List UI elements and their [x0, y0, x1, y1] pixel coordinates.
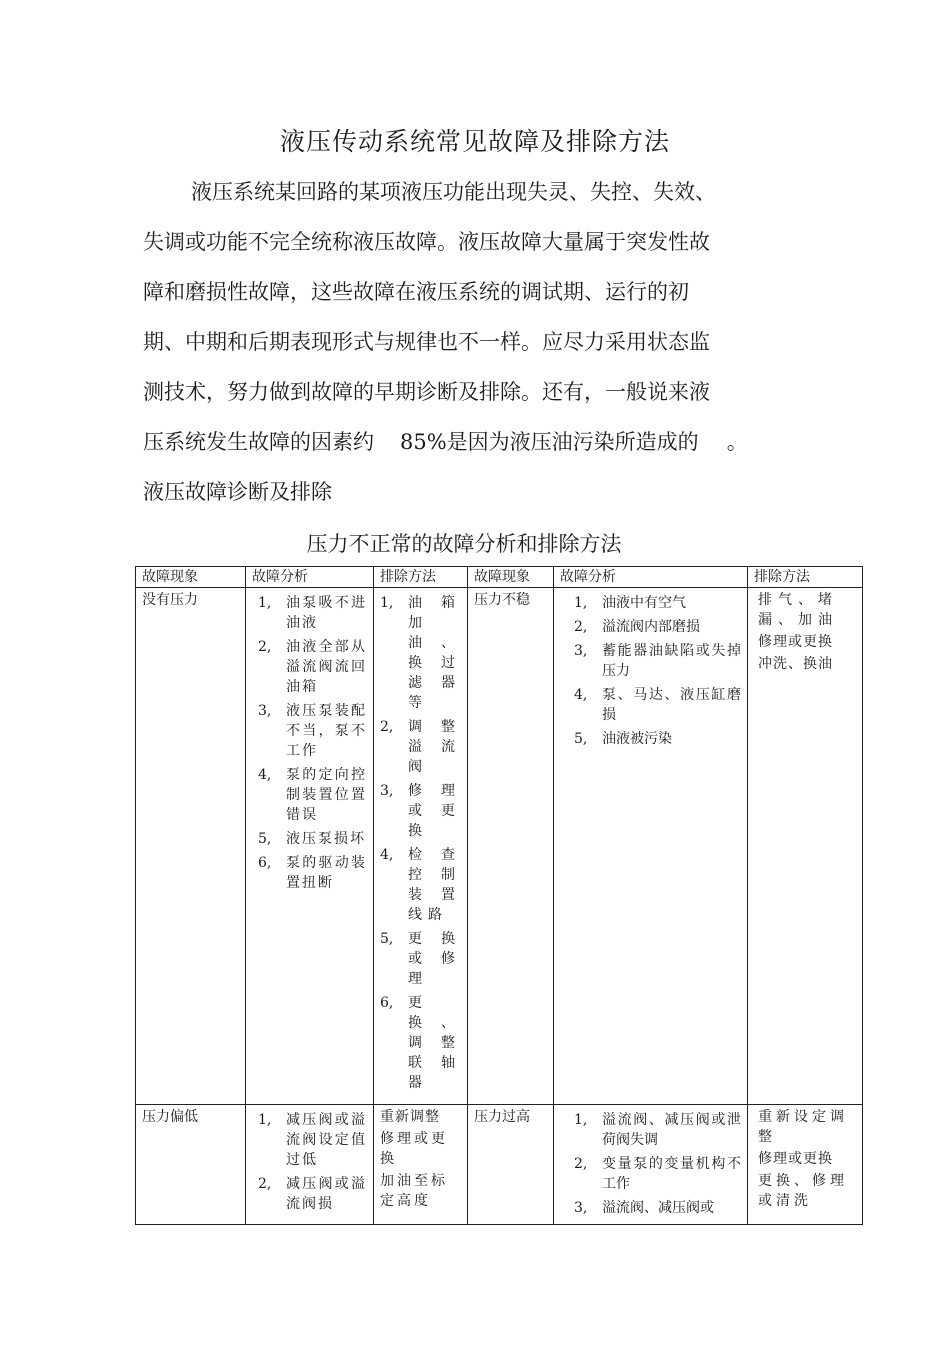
item-number: 1,	[258, 1112, 272, 1128]
header-cell: 排除方法	[748, 567, 863, 588]
analysis-list	[574, 1110, 741, 1218]
section-heading: 液压故障诊断及排除	[143, 480, 332, 504]
list-item	[380, 845, 461, 925]
symptom-cell: 没有压力	[136, 588, 246, 1105]
fix-cell	[374, 1105, 468, 1225]
fix-cell	[748, 1105, 863, 1225]
analysis-cell	[246, 1105, 374, 1225]
list-item	[380, 781, 461, 841]
fix-text: 重新设定调整	[758, 1109, 848, 1145]
symptom-cell: 压力偏低	[136, 1105, 246, 1225]
list-item	[574, 1198, 741, 1218]
table-header-row	[136, 567, 863, 588]
item-text: 减压阀或溢流阀损	[286, 1176, 367, 1212]
fix-text: 加油至标定高度	[380, 1173, 448, 1209]
item-number: 2,	[258, 639, 272, 655]
intro-text-c: 。	[726, 430, 748, 454]
intro-line: 期、中期和后期表现形式与规律也不一样。应尽力采用状态监	[143, 330, 710, 354]
analysis-cell	[246, 588, 374, 1105]
item-number: 5,	[380, 931, 394, 947]
item-text: 变量泵的变量机构不工作	[602, 1156, 741, 1192]
table-row	[136, 1105, 863, 1225]
fix-cell	[748, 588, 863, 1105]
header-cell: 故障现象	[468, 567, 554, 588]
list-item	[380, 929, 461, 989]
item-number: 6,	[258, 855, 272, 871]
item-text: 溢流阀内部磨损	[602, 619, 700, 635]
item-number: 4,	[258, 767, 272, 783]
fix-list	[380, 593, 461, 1093]
item-text: 液压泵损坏	[286, 831, 366, 847]
item-text: 泵、马达、液压缸磨损	[602, 687, 741, 723]
fix-text: 修理或更换	[758, 634, 833, 650]
fix-text: 排气、堵漏、加油	[758, 592, 838, 628]
item-text: 更换、调整联轴器	[408, 995, 461, 1091]
list-item	[258, 1174, 367, 1214]
item-number: 1,	[380, 595, 394, 611]
list-item	[574, 685, 741, 725]
item-text: 溢流阀、减压阀或	[602, 1200, 714, 1216]
item-text: 检查控制装置线路	[408, 847, 461, 923]
item-text: 油泵吸不进油液	[286, 595, 367, 631]
item-text: 泵的定向控制装置位置错误	[286, 767, 367, 823]
intro-line: 失调或功能不完全统称液压故障。液压故障大量属于突发性故	[143, 230, 710, 254]
list-item	[574, 1110, 741, 1150]
fix-text: 冲洗、换油	[758, 656, 833, 672]
item-text: 油液全部从溢流阀流回油箱	[286, 639, 367, 695]
item-number: 4,	[574, 687, 588, 703]
item-text: 修理或更换	[408, 783, 461, 839]
item-text: 泵的驱动装置扭断	[286, 855, 367, 891]
intro-line-last	[143, 417, 783, 467]
list-item	[574, 729, 741, 749]
item-number: 1,	[258, 595, 272, 611]
item-number: 3,	[380, 783, 394, 799]
fix-text: 修理或更换	[380, 1131, 448, 1167]
list-item	[258, 593, 367, 633]
fix-cell	[374, 588, 468, 1105]
intro-text-a: 压系统发生故障的因素约	[143, 430, 374, 454]
intro-text-b: 85%是因为液压油污染所造成的	[400, 430, 699, 454]
intro-paragraph	[143, 167, 783, 517]
analysis-list	[574, 593, 741, 749]
header-cell: 故障分析	[246, 567, 374, 588]
page-title: 液压传动系统常见故障及排除方法	[279, 127, 670, 156]
analysis-cell	[554, 588, 748, 1105]
item-text: 油液被污染	[602, 731, 672, 747]
table-title: 压力不正常的故障分析和排除方法	[306, 532, 622, 556]
item-text: 油箱加油、换过滤器等	[408, 595, 461, 711]
list-item	[574, 593, 741, 613]
item-number: 3,	[574, 643, 588, 659]
fault-table	[135, 566, 863, 1225]
symptom-cell: 压力过高	[468, 1105, 554, 1225]
fix-text: 修理或更换	[758, 1151, 833, 1167]
item-number: 1,	[574, 595, 588, 611]
item-text: 液压泵装配不当，泵不工作	[286, 703, 367, 759]
item-number: 2,	[380, 719, 394, 735]
item-text: 调整溢流阀	[408, 719, 461, 775]
list-item	[258, 765, 367, 825]
item-number: 3,	[574, 1200, 588, 1216]
analysis-list	[258, 593, 367, 893]
item-text: 更换或修理	[408, 931, 461, 987]
list-item	[574, 617, 741, 637]
item-number: 4,	[380, 847, 394, 863]
intro-line: 障和磨损性故障，这些故障在液压系统的调试期、运行的初	[143, 280, 689, 304]
item-number: 2,	[574, 619, 588, 635]
item-text: 油液中有空气	[602, 595, 686, 611]
item-number: 2,	[258, 1176, 272, 1192]
item-number: 5,	[258, 831, 272, 847]
item-text: 减压阀或溢流阀设定值过低	[286, 1112, 367, 1168]
list-item	[258, 701, 367, 761]
list-item	[258, 1110, 367, 1170]
list-item	[574, 641, 741, 681]
header-cell: 排除方法	[374, 567, 468, 588]
item-number: 6,	[380, 995, 394, 1011]
fix-text: 更换、修理或清洗	[758, 1173, 848, 1209]
intro-line: 测技术，努力做到故障的早期诊断及排除。还有，一般说来液	[143, 380, 710, 404]
item-number: 5,	[574, 731, 588, 747]
item-number: 3,	[258, 703, 272, 719]
symptom-cell: 压力不稳	[468, 588, 554, 1105]
item-number: 2,	[574, 1156, 588, 1172]
header-cell: 故障分析	[554, 567, 748, 588]
list-item	[380, 593, 461, 713]
intro-line: 液压系统某回路的某项液压功能出现失灵、失控、失效、	[191, 180, 716, 204]
fix-text: 重新调整	[380, 1109, 440, 1125]
table-row	[136, 588, 863, 1105]
list-item	[380, 717, 461, 777]
header-cell: 故障现象	[136, 567, 246, 588]
list-item	[380, 993, 461, 1093]
item-text: 溢流阀、减压阀或泄荷阀失调	[602, 1112, 741, 1148]
list-item	[258, 853, 367, 893]
item-text: 蓄能器油缺陷或失掉压力	[602, 643, 741, 679]
list-item	[258, 829, 367, 849]
analysis-cell	[554, 1105, 748, 1225]
item-number: 1,	[574, 1112, 588, 1128]
list-item	[258, 637, 367, 697]
analysis-list	[258, 1110, 367, 1214]
list-item	[574, 1154, 741, 1194]
